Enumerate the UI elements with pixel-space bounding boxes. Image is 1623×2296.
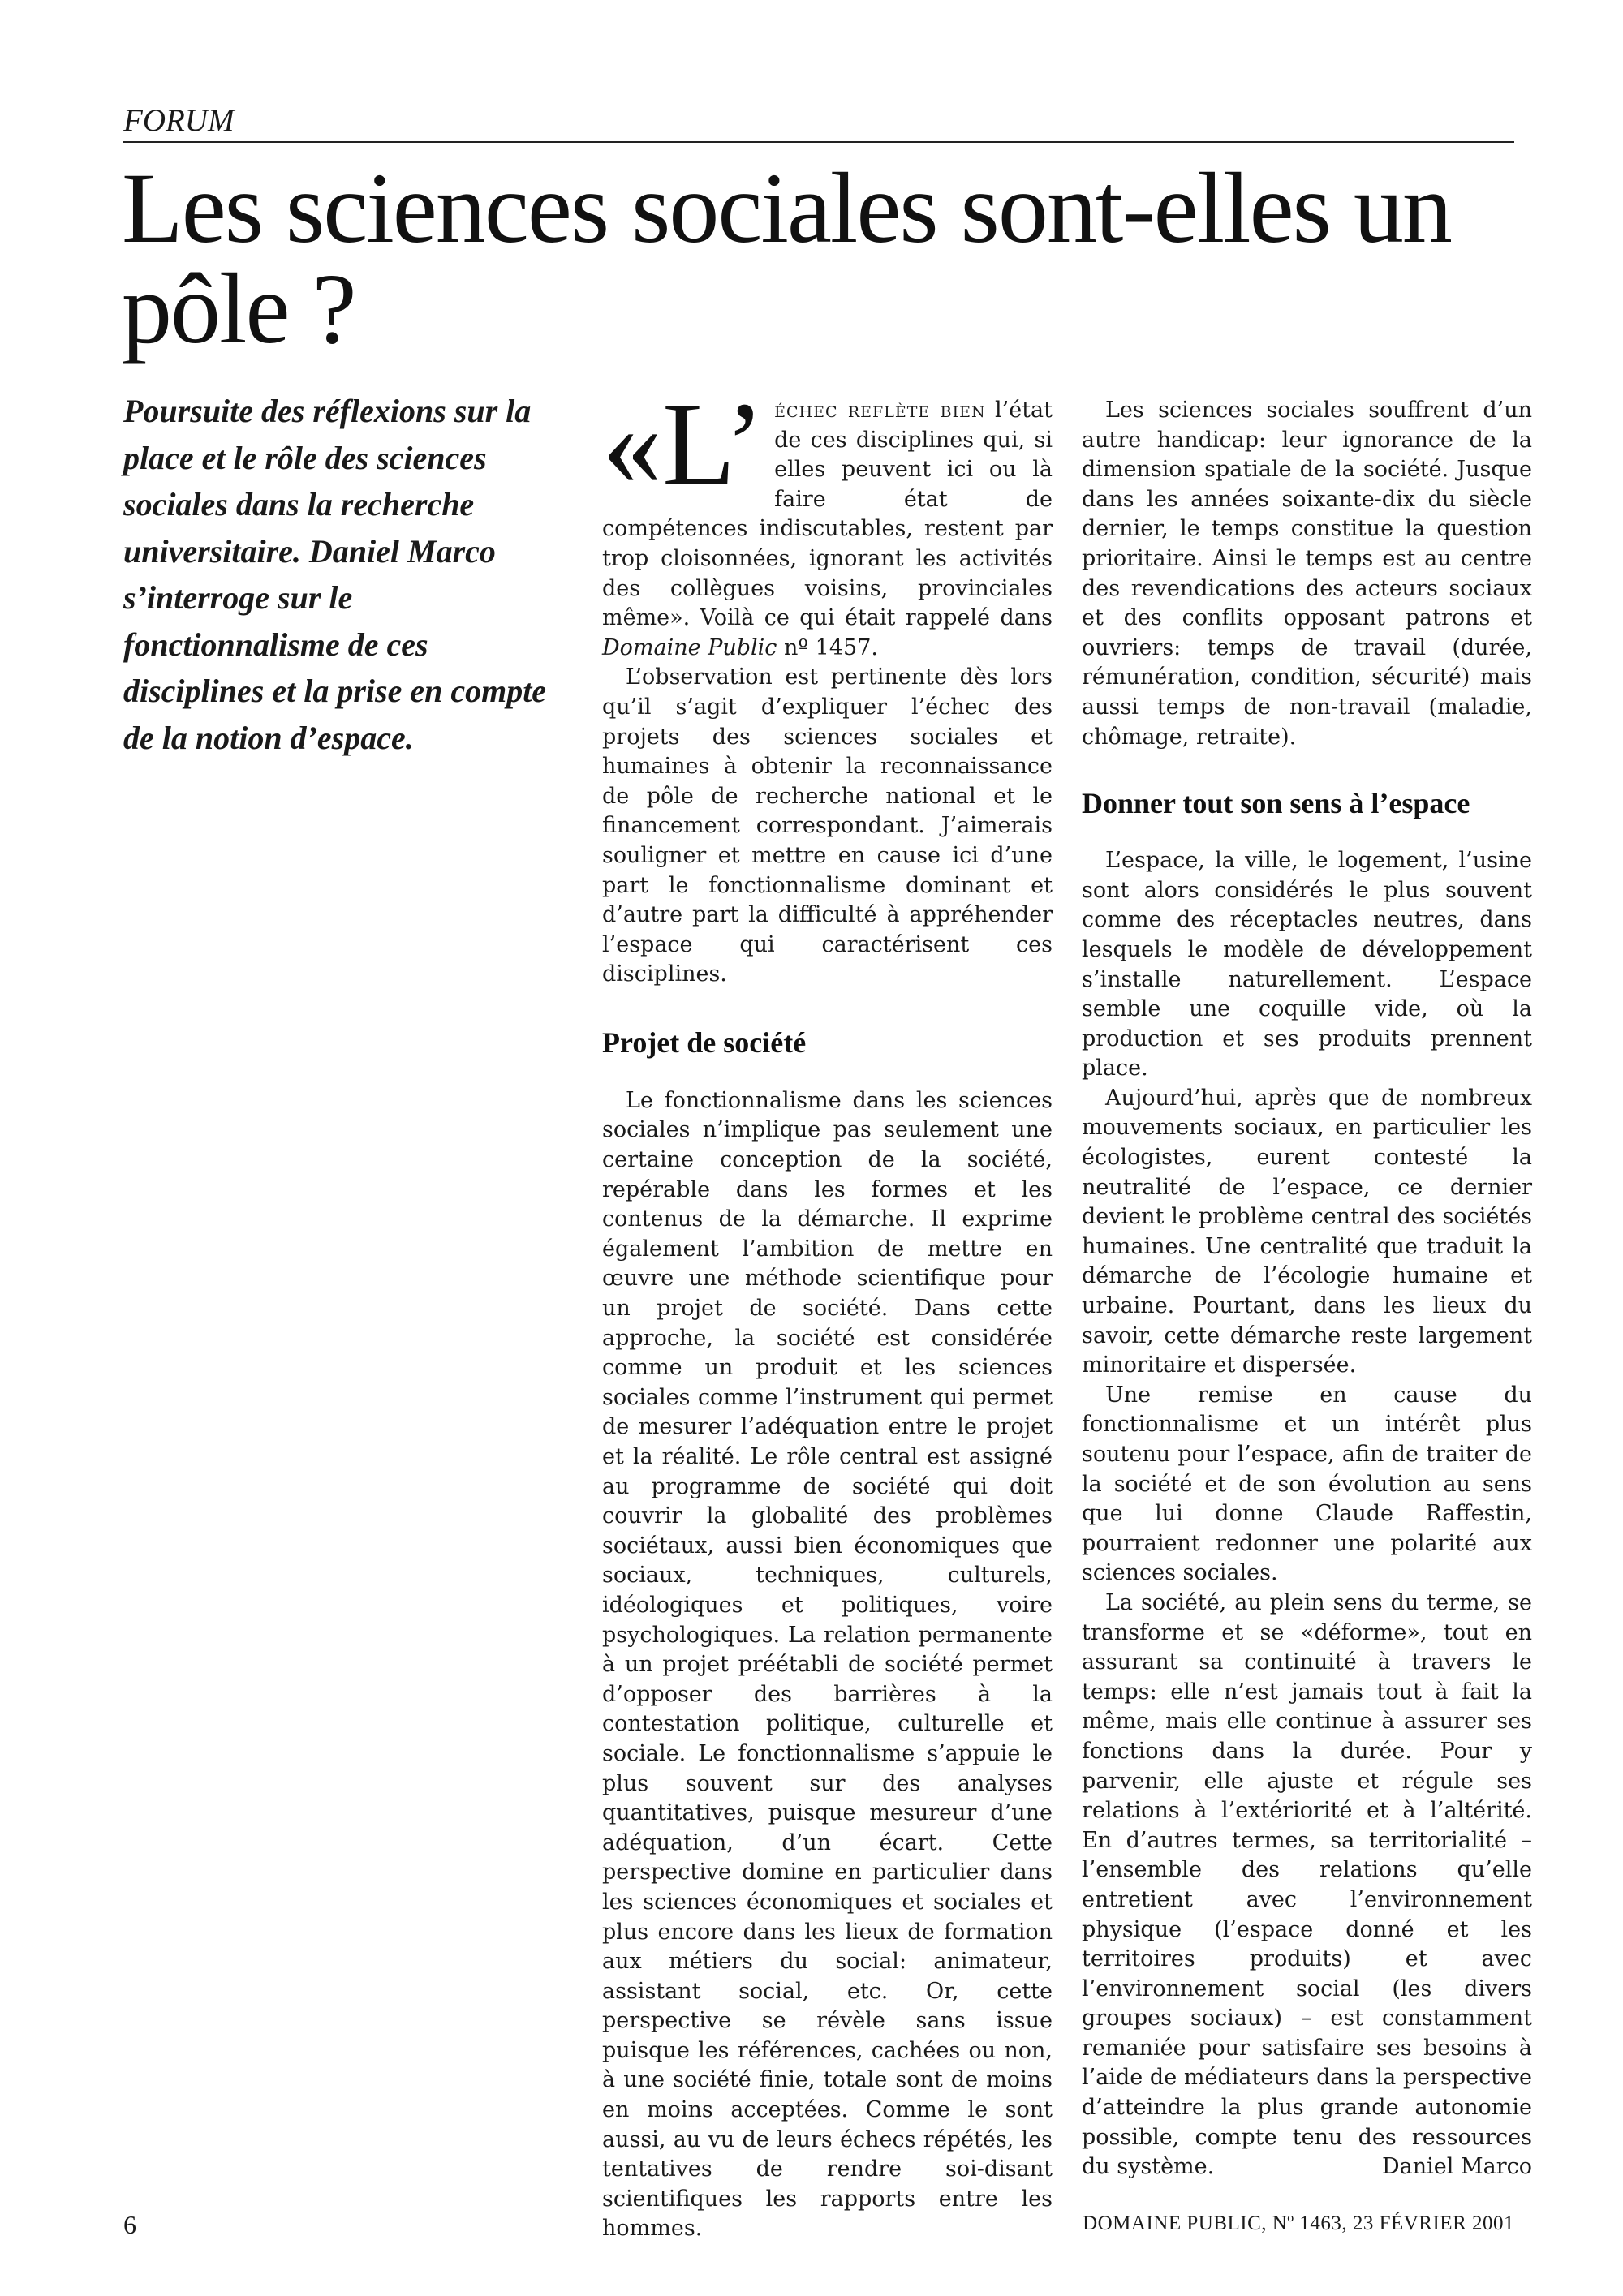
article-lede: Poursuite des réflexions sur la place et le rôle des sciences sociales dans la recherche universitaire. Daniel Marco s’interroge sur le fonctionnalisme de ces disciplines et la prise en compte de la notion d’espace. [123,393,547,756]
publication-footer: DOMAINE PUBLIC, Nº 1463, 23 FÉVRIER 2001 [1083,2212,1514,2234]
drop-cap: «L’ [602,378,765,511]
author-signature: Daniel Marco [1382,2154,1532,2180]
section-heading: Projet de société [602,1025,807,1059]
section-heading: Donner tout son sens à l’espace [1082,787,1470,820]
article-title: Les sciences sociales sont-elles un pôle ? [122,153,1451,364]
body-paragraph: Aujourd’hui, après que de nombreux mouvements sociaux, en particulier les écologistes, eurent contesté la neutralité de l’espace, ce dernier devient le problème central des sociétés humaines. Une centralité que traduit la démarche de l’écologie humaine et urbaine. Pourtant, dans les lieux du savoir, cette démarche reste largement minoritaire et dispersée. [1082,1085,1532,1378]
intro-text: l’état de ces disciplines qui, si elles peuvent ici ou là faire état de compétences indiscutables, restent par trop cloisonnées, ignorant les activités des collègues voisins, provinciales même». Voilà ce qui était rappelé dans [602,398,1053,631]
body-paragraph: Le fonctionnalisme dans les sciences sociales n’implique pas seulement une certaine conception de la société, repérable dans les formes et les contenus de la démarche. Il exprime également l’ambition de mettre en œuvre une méthode scientifique pour un projet de société. Dans cette approche, la société est considérée comme un produit et les sciences sociales comme l’instrument qui permet de mesurer l’adéquation entre le projet et la réalité. Le rôle central est assigné au programme de société qui doit couvrir la globalité des problèmes sociétaux, aussi bien économiques que sociaux, techniques, culturels, idéologiques et politiques, voire psychologiques. La relation permanente à un projet préétabli de société permet d’opposer des barrières à la contestation politique, culturelle et sociale. Le fonctionnalisme s’appuie le plus souvent sur des analyses quantitatives, puisque mesureur d’une adéquation, d’un écart. Cette perspective domine en particulier dans les sciences économiques et sociales et plus encore dans les lieux de formation aux métiers du social: animateur, assistant social, etc. Or, cette perspective se révèle sans issue puisque les références, cachées ou non, à une société finie, totale sont de moins en moins acceptées. Comme le sont aussi, au vu de leurs échecs répétés, les tentatives de rendre soi-disant scientifiques les rapports entre les hommes. [602,1087,1053,2242]
issue-reference: nº 1457. [777,634,878,660]
text-column-2 [1082,396,1532,2182]
intro-smallcaps: échec reflète bien [774,398,986,423]
publication-name: Domaine Public [602,634,777,660]
body-paragraph: Une remise en cause du fonctionnalisme et un intérêt plus soutenu pour l’espace, afin de traiter de la société et de son évolution au sens que lui donne Claude Raffestin, pourraient redonner une polarité aux sciences sociales. [1082,1382,1532,1586]
body-paragraph: L’espace, la ville, le logement, l’usine sont alors considérés le plus souvent comme des réceptacles neutres, dans lesquels le modèle de développement s’installe naturellement. L’espace semble une coquille vide, où la production et ses produits prennent place. [1082,848,1532,1081]
last-paragraph-text: La société, au plein sens du terme, se transforme et se «déforme», tout en assurant sa continuité à travers le temps: elle n’est jamais tout à fait la même, mais elle continue à assurer ses fonctions dans la durée. Pour y parvenir, elle ajuste et régule ses relations à l’extériorité et à l’altérité. En d’autres termes, sa territorialité – l’ensemble des relations qu’elle entretient avec l’environnement physique (l’espace donné et les territoires produits) et avec l’environnement social (les divers groupes sociaux) – est constamment remaniée pour satisfaire ses besoins à l’aide de médiateurs dans la perspective d’atteindre la plus grande autonomie possible, compte tenu des ressources du système. [1082,1589,1532,2180]
section-rubric: FORUM [123,102,1514,143]
page-number: 6 [123,2210,136,2239]
text-column-1 [602,378,1053,2244]
body-paragraph: Les sciences sociales souffrent d’un autre handicap: leur ignorance de la dimension spatiale de la société. Jusque dans les années soixante-dix du siècle dernier, le temps constitue la question prioritaire. Ainsi le temps est au centre des revendications des acteurs sociaux et des conflits opposant patrons et ouvriers: temps de travail (durée, rémunération, condition, sécurité) mais aussi temps de non-travail (maladie, chômage, retraite). [1082,398,1532,750]
body-paragraph [1082,1589,1532,2182]
body-paragraph: L’observation est pertinente dès lors qu’il s’agit d’expliquer l’échec des projets des sciences sociales et humaines à obtenir la reconnaissance de pôle de recherche national et le financement correspondant. J’aimerais souligner et mettre en cause ici d’une part le fonctionnalisme dominant et d’autre part la difficulté à appréhender l’espace qui caractérisent ces disciplines. [602,664,1053,987]
intro-paragraph [602,378,1053,663]
